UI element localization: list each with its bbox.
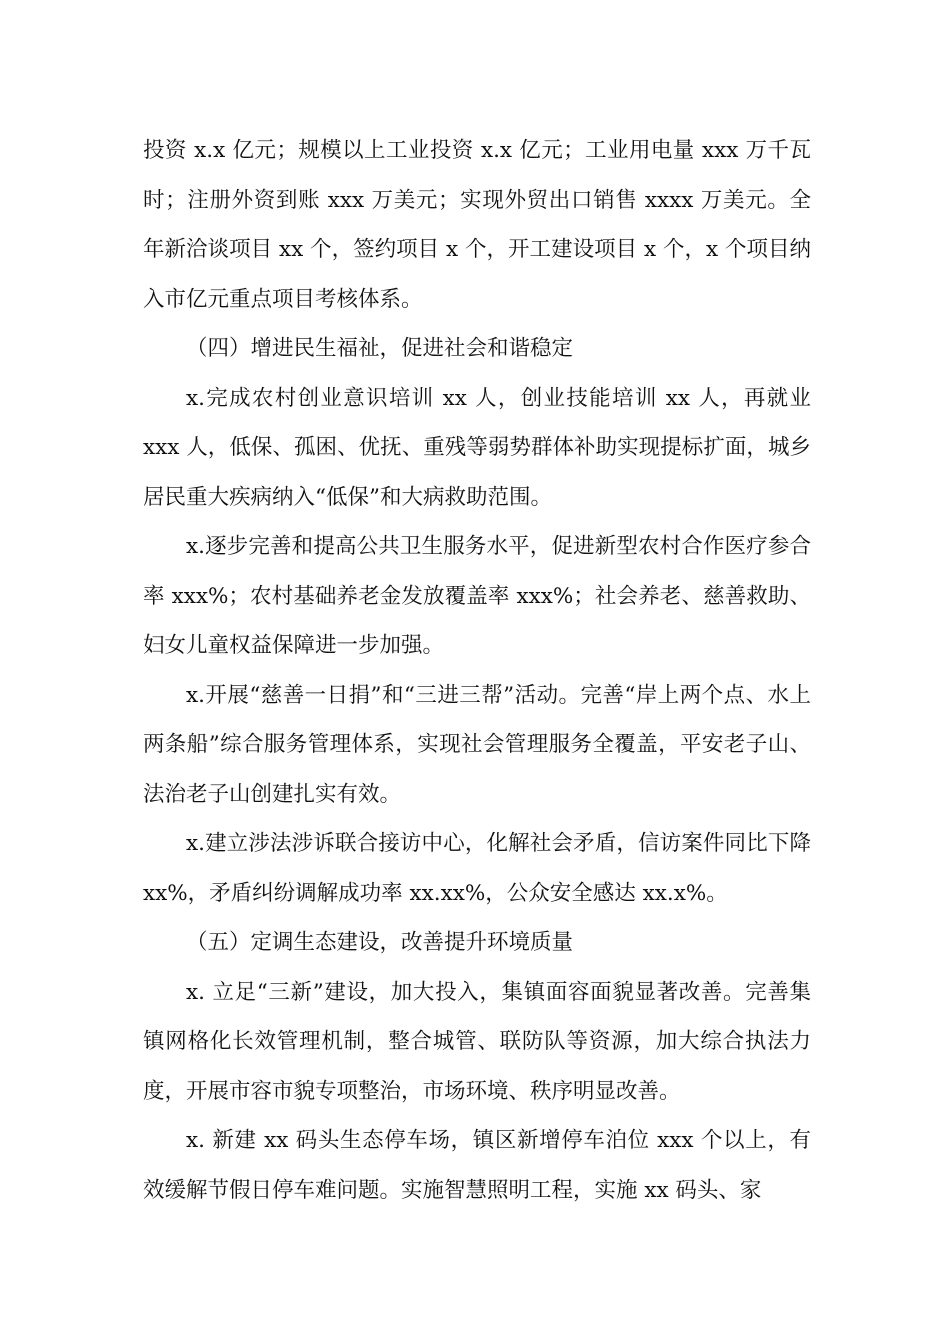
paragraph-employment-training: x.完成农村创业意识培训 xx 人，创业技能培训 xx 人，再就业 xxx 人，低保、孤困、优抚、重残等弱势群体补助实现提标扩面，城乡居民重大疾病纳入“低保”和大病救助范围。: [143, 385, 811, 510]
document-page: [143, 126, 811, 1215]
paragraph-parking-lighting: x. 新建 xx 码头生态停车场，镇区新增停车泊位 xxx 个以上，有效缓解节假日停车难问题。实施智慧照明工程，实施 xx 码头、家: [143, 1128, 811, 1203]
section-heading-ecology: （五）定调生态建设，改善提升环境质量: [186, 930, 574, 955]
paragraph-town-management: x. 立足“三新”建设，加大投入，集镇面容面貌显著改善。完善集镇网格化长效管理机制，整合城管、联防队等资源，加大综合执法力度，开展市容市貌专项整治，市场环境、秩序明显改善。: [143, 979, 811, 1104]
paragraph-investment-summary: 投资 x.x 亿元；规模以上工业投资 x.x 亿元；工业用电量 xxx 万千瓦时；注册外资到账 xxx 万美元；实现外贸出口销售 xxxx 万美元。全年新洽谈项目 xx 个，签约项目 x 个，开工建设项目 x 个，x 个项目纳入市亿元重点项目考核体系。: [143, 138, 811, 312]
section-heading-livelihood: （四）增进民生福祉，促进社会和谐稳定: [186, 336, 574, 361]
paragraph-charity-activities: x.开展“慈善一日捐”和“三进三帮”活动。完善“岸上两个点、水上两条船”综合服务管理体系，实现社会管理服务全覆盖，平安老子山、法治老子山创建扎实有效。: [143, 682, 811, 807]
paragraph-public-health: x.逐步完善和提高公共卫生服务水平，促进新型农村合作医疗参合率 xxx%；农村基础养老金发放覆盖率 xxx%；社会养老、慈善救助、妇女儿童权益保障进一步加强。: [143, 534, 811, 658]
paragraph-petition-center: x.建立涉法涉诉联合接访中心，化解社会矛盾，信访案件同比下降 xx%，矛盾纠纷调解成功率 xx.xx%，公众安全感达 xx.x%。: [143, 831, 811, 906]
